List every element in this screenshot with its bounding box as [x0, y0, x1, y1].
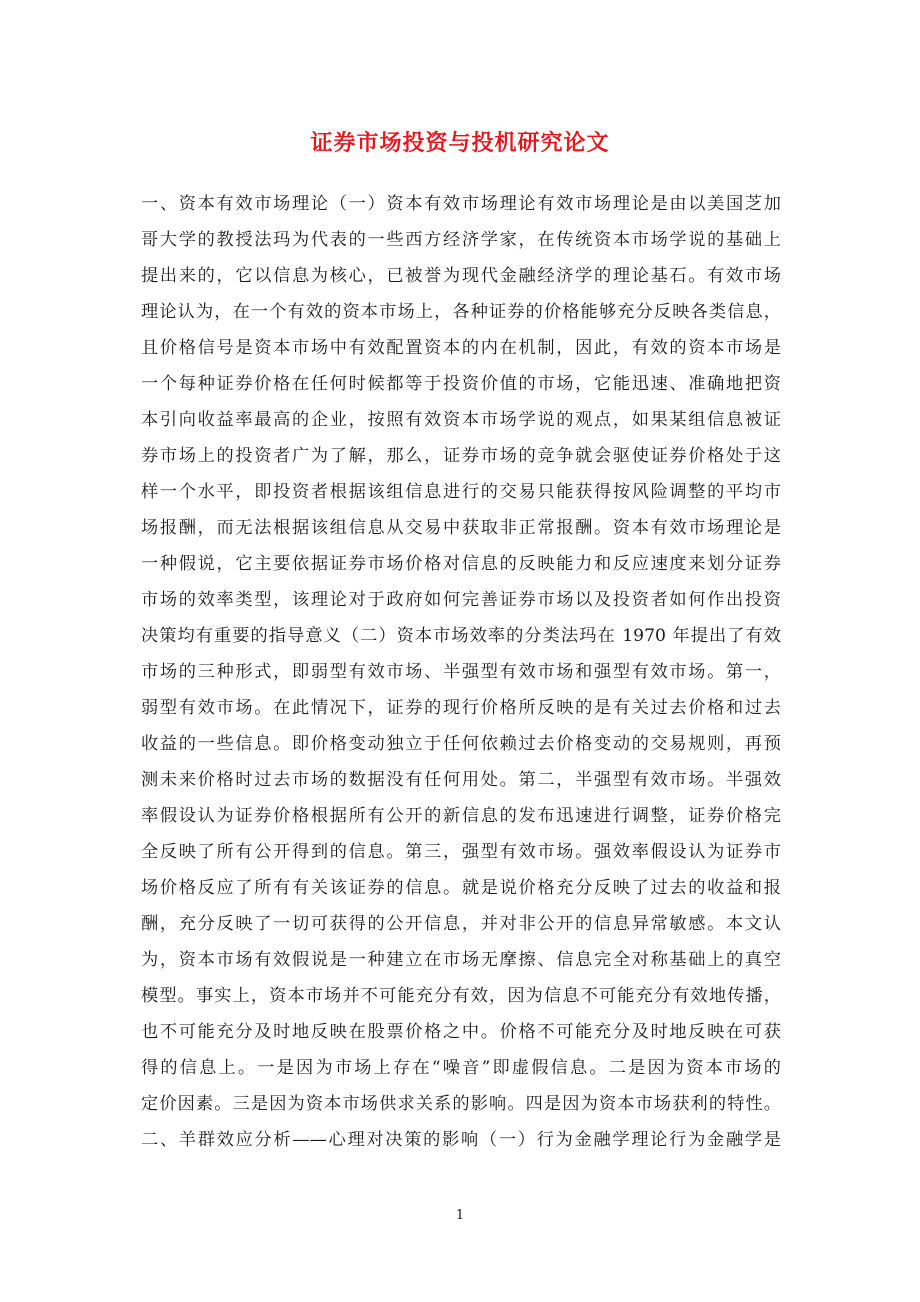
- text-line: 哥大学的教授法玛为代表的一些西方经济学家，在传统资本市场学说的基础上: [141, 230, 781, 250]
- page-title: 证券市场投资与投机研究论文: [310, 130, 610, 156]
- text-line: 一、资本有效市场理论（一）资本有效市场理论有效市场理论是由以美国芝加: [141, 194, 781, 214]
- text-line: 也不可能充分及时地反映在股票价格之中。价格不可能充分及时地反映在可获: [141, 1022, 781, 1042]
- text-line: 模型。事实上，资本市场并不可能充分有效，因为信息不可能充分有效地传播，: [141, 986, 781, 1006]
- text-line: 弱型有效市场。在此情况下，证券的现行价格所反映的是有关过去价格和过去: [141, 698, 781, 718]
- text-line: 样一个水平，即投资者根据该组信息进行的交易只能获得按风险调整的平均市: [141, 482, 781, 502]
- text-line: 理论认为，在一个有效的资本市场上，各种证券的价格能够充分反映各类信息，: [141, 302, 781, 322]
- text-line: 市场的三种形式，即弱型有效市场、半强型有效市场和强型有效市场。第一，: [141, 662, 781, 682]
- text-line: 全反映了所有公开得到的信息。第三，强型有效市场。强效率假设认为证券市: [141, 842, 781, 862]
- text-line: 本引向收益率最高的企业，按照有效资本市场学说的观点，如果某组信息被证: [141, 410, 781, 430]
- text-line: 酬，充分反映了一切可获得的公开信息，并对非公开的信息异常敏感。本文认: [141, 914, 781, 934]
- page-number: 1: [455, 1208, 465, 1223]
- text-line: 率假设认为证券价格根据所有公开的新信息的发布迅速进行调整，证券价格完: [141, 806, 781, 826]
- text-line: 决策均有重要的指导意义（二）资本市场效率的分类法玛在 1970 年提出了有效: [141, 626, 781, 646]
- text-line: 场报酬，而无法根据该组信息从交易中获取非正常报酬。资本有效市场理论是: [141, 518, 781, 538]
- text-line: 场价格反应了所有有关该证券的信息。就是说价格充分反映了过去的收益和报: [141, 878, 781, 898]
- text-line: 提出来的，它以信息为核心，已被誉为现代金融经济学的理论基石。有效市场: [141, 266, 781, 286]
- text-line: 得的信息上。一是因为市场上存在“噪音”即虚假信息。二是因为资本市场的: [141, 1058, 781, 1078]
- text-line: 券市场上的投资者广为了解，那么，证券市场的竞争就会驱使证券价格处于这: [141, 446, 781, 466]
- text-line: 一种假说，它主要依据证券市场价格对信息的反映能力和反应速度来划分证券: [141, 554, 781, 574]
- text-line: 测未来价格时过去市场的数据没有任何用处。第二，半强型有效市场。半强效: [141, 770, 781, 790]
- text-line: 定价因素。三是因为资本市场供求关系的影响。四是因为资本市场获利的特性。: [141, 1094, 781, 1114]
- body-text: [141, 186, 781, 1158]
- text-line: 一个每种证券价格在任何时候都等于投资价值的市场，它能迅速、准确地把资: [141, 374, 781, 394]
- text-line: 为，资本市场有效假说是一种建立在市场无摩擦、信息完全对称基础上的真空: [141, 950, 781, 970]
- text-line: 收益的一些信息。即价格变动独立于任何依赖过去价格变动的交易规则，再预: [141, 734, 781, 754]
- text-line: 且价格信号是资本市场中有效配置资本的内在机制，因此，有效的资本市场是: [141, 338, 781, 358]
- text-line: 市场的效率类型，该理论对于政府如何完善证券市场以及投资者如何作出投资: [141, 590, 781, 610]
- text-line: 二、羊群效应分析——心理对决策的影响（一）行为金融学理论行为金融学是: [141, 1130, 781, 1150]
